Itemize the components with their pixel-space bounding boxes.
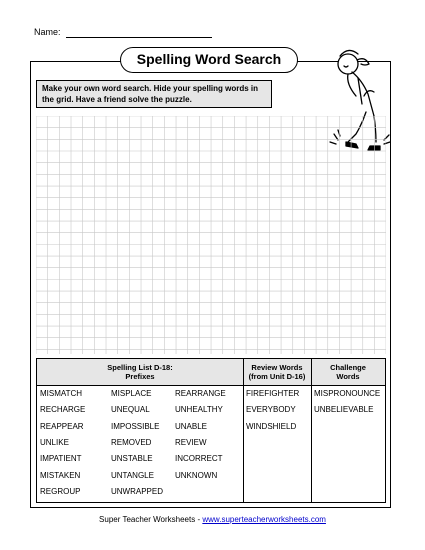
word-list-item: UNLIKE bbox=[40, 437, 69, 447]
word-list-item: UNSTABLE bbox=[111, 454, 153, 464]
column-divider bbox=[311, 359, 312, 502]
word-list-item: UNTANGLE bbox=[111, 470, 154, 480]
footer-link[interactable]: www.superteacherworksheets.com bbox=[202, 515, 326, 524]
word-list-item: EVERYBODY bbox=[246, 405, 296, 415]
word-list-item: UNBELIEVABLE bbox=[314, 405, 374, 415]
word-list-item: INCORRECT bbox=[175, 454, 223, 464]
word-list-item: REAPPEAR bbox=[40, 421, 84, 431]
word-list-item: REMOVED bbox=[111, 437, 152, 447]
challenge-words-header-line2: Words bbox=[336, 372, 360, 381]
footer bbox=[0, 515, 425, 524]
column-divider bbox=[243, 359, 244, 502]
name-line[interactable] bbox=[66, 37, 212, 38]
review-words-header-line2: (from Unit D-16) bbox=[248, 372, 306, 381]
page-title: Spelling Word Search bbox=[120, 47, 298, 73]
review-words-header bbox=[243, 363, 311, 381]
word-list-item: MISMATCH bbox=[40, 389, 83, 398]
word-list-item: UNWRAPPED bbox=[111, 486, 164, 496]
word-list-item: WINDSHIELD bbox=[246, 421, 297, 431]
word-list-item: MISTAKEN bbox=[40, 470, 81, 480]
review-words-header-line1: Review Words bbox=[251, 363, 303, 372]
word-list-item: UNABLE bbox=[175, 421, 208, 431]
spelling-list-header-line1: Spelling List D-18: bbox=[107, 363, 173, 372]
word-list-item: UNEQUAL bbox=[111, 405, 150, 415]
word-list-item: IMPATIENT bbox=[40, 454, 82, 464]
challenge-words-header bbox=[311, 363, 385, 381]
word-search-grid[interactable] bbox=[36, 116, 386, 354]
word-list-item: RECHARGE bbox=[40, 405, 86, 415]
word-list-item: UNKNOWN bbox=[175, 470, 218, 480]
spelling-word-table bbox=[36, 358, 386, 503]
challenge-words-header-line1: Challenge bbox=[330, 363, 366, 372]
word-list-item: FIREFIGHTER bbox=[246, 389, 300, 398]
instructions-box: Make your own word search. Hide your spelling words in the grid. Have a friend solve the puzzle. bbox=[36, 80, 272, 108]
word-list-item: MISPLACE bbox=[111, 389, 152, 398]
footer-text: Super Teacher Worksheets - bbox=[99, 515, 203, 524]
word-list-item: IMPOSSIBLE bbox=[111, 421, 160, 431]
word-list-item: MISPRONOUNCE bbox=[314, 389, 381, 398]
spelling-list-header-line2: Prefixes bbox=[125, 372, 155, 381]
word-list-item: UNHEALTHY bbox=[175, 405, 223, 415]
word-list-item: REVIEW bbox=[175, 437, 207, 447]
name-label: Name: bbox=[34, 27, 61, 37]
word-list-item: REGROUP bbox=[40, 486, 81, 496]
spelling-list-header bbox=[37, 363, 243, 381]
word-list-item: REARRANGE bbox=[175, 389, 226, 398]
